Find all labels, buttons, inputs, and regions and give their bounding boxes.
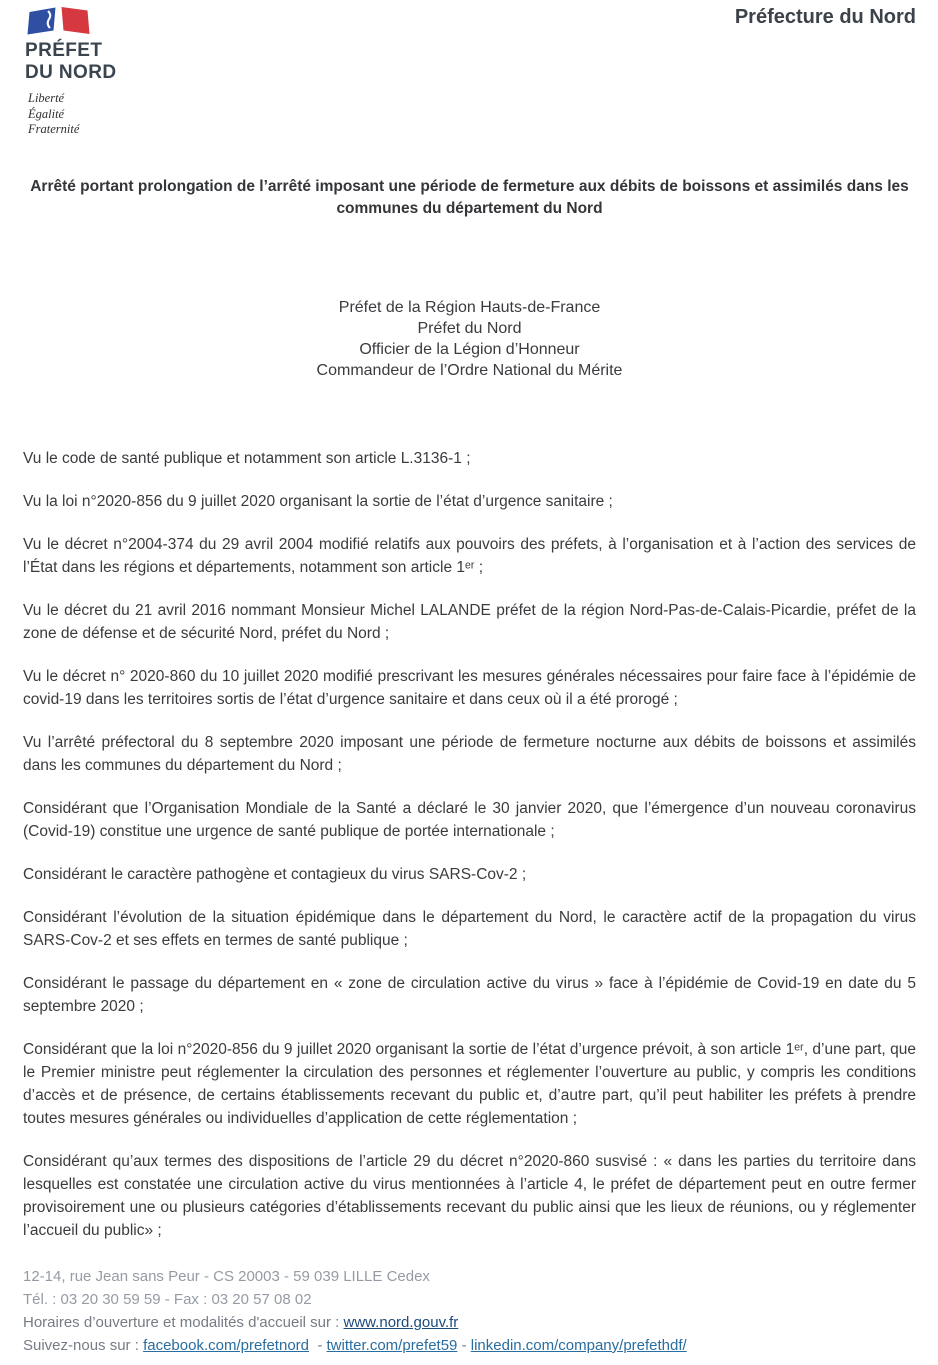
honors-line-region: Préfet de la Région Hauts-de-France [338, 299, 601, 316]
body-paragraph-vu-code: Vu le code de santé publique et notamment son article L.3136-1 ; [23, 450, 471, 467]
honors-line-merite: Commandeur de l’Ordre National du Mérite [316, 362, 623, 379]
marianne-flag-icon [27, 6, 91, 36]
body-paragraph-vu-decret-2016: Vu le décret du 21 avril 2016 nommant Monsieur Michel LALANDE préfet de la région Nord-Pas-de-Calais-Picardie, préfet de la zone de défense et de sécurité Nord, préfet du Nord ; [23, 602, 916, 642]
footer-separator-1: - [309, 1337, 327, 1354]
twitter-link[interactable]: twitter.com/prefet59 [326, 1337, 458, 1354]
footer-separator-2: - [457, 1337, 471, 1354]
document-body [23, 447, 916, 1242]
body-paragraph-considerant-oms: Considérant que l’Organisation Mondiale de la Santé a déclaré le 30 janvier 2020, que l’émergence d’un nouveau coronavirus (Covid-19) constitue une urgence de santé publique de portée internationale ; [23, 800, 916, 840]
honors-line-nord: Préfet du Nord [417, 320, 522, 337]
footer-phone: Tél. : 03 20 30 59 59 - Fax : 03 20 57 08 02 [23, 1291, 312, 1308]
org-title: Préfecture du Nord [734, 6, 916, 28]
footer [23, 1265, 916, 1357]
motto-line-fraternite: Fraternité [28, 122, 80, 136]
motto-line-egalite: Égalité [28, 106, 65, 121]
facebook-link[interactable]: facebook.com/prefetnord [143, 1337, 309, 1354]
website-link[interactable]: www.nord.gouv.fr [343, 1314, 459, 1331]
body-paragraph-vu-decret-2020: Vu le décret n° 2020-860 du 10 juillet 2020 modifié prescrivant les mesures générales nécessaires pour faire face à l’épidémie de covid-19 dans les territoires sortis de l’état d’urgence sanitaire et dans ceux où il a été prorogé ; [23, 668, 916, 708]
motto-line-liberte: Liberté [28, 91, 65, 105]
body-paragraph-considerant-loi: Considérant que la loi n°2020-856 du 9 juillet 2020 organisant la sortie de l’état d’urgence prévoit, à son article 1ᵉʳ, d’une part, que le Premier ministre peut réglementer la circulation des personnes et réglementer l’ouverture au public, y compris les conditions d’accès et de présence, de certains établissements recevant du public et, d’autre part, qu’il peut habiliter les préfets à prendre toutes mesures générales ou individuelles d’application de cette réglementation ; [23, 1041, 916, 1127]
motto [28, 91, 116, 138]
header [23, 0, 916, 134]
logo-title-line1: PRÉFET [25, 40, 103, 61]
body-paragraph-vu-loi: Vu la loi n°2020-856 du 9 juillet 2020 organisant la sortie de l’état d’urgence sanitaire ; [23, 493, 613, 510]
logo-title-line2: DU NORD [25, 62, 117, 83]
body-paragraph-considerant-article29: Considérant qu’aux termes des dispositions de l’article 29 du décret n°2020-860 susvisé : « dans les parties du territoire dans lesquelles est constatée une circulation active du virus mentionnées à l’article 4, le préfet de département peut en outre fermer provisoirement une ou plusieurs catégories d’établissements recevant du public ainsi que les lieux de réunions, ou y réglementer l’accueil du public» ; [23, 1153, 916, 1239]
honors-line-legion: Officier de la Légion d’Honneur [359, 341, 580, 358]
footer-social-label: Suivez-nous sur : [23, 1337, 144, 1354]
footer-address: 12-14, rue Jean sans Peur - CS 20003 - 59 039 LILLE Cedex [23, 1268, 430, 1285]
honors-block [23, 297, 916, 381]
body-paragraph-vu-decret-2004: Vu le décret n°2004-374 du 29 avril 2004 modifié relatifs aux pouvoirs des préfets, à l’organisation et à l’action des services de l’État dans les régions et départements, notamment son article 1ᵉʳ ; [23, 536, 916, 576]
footer-social [23, 1334, 916, 1357]
prefet-logo [25, 6, 116, 138]
footer-hours-label: Horaires d’ouverture et modalités d'accueil sur : [23, 1314, 344, 1331]
document-title: Arrêté portant prolongation de l’arrêté imposant une période de fermeture aux débits de boissons et assimilés dans les communes du département du Nord [30, 178, 909, 217]
linkedin-link[interactable]: linkedin.com/company/prefethdf/ [470, 1337, 687, 1354]
body-paragraph-considerant-passage: Considérant le passage du département en « zone de circulation active du virus » face à l’épidémie de Covid-19 en date du 5 septembre 2020 ; [23, 975, 916, 1015]
body-paragraph-considerant-evolution: Considérant l’évolution de la situation épidémique dans le département du Nord, le caractère actif de la propagation du virus SARS-Cov-2 et ses effets en termes de santé publique ; [23, 909, 916, 949]
body-paragraph-considerant-caractere: Considérant le caractère pathogène et contagieux du virus SARS-Cov-2 ; [23, 866, 527, 883]
footer-hours [23, 1311, 916, 1334]
body-paragraph-vu-arrete: Vu l’arrêté préfectoral du 8 septembre 2020 imposant une période de fermeture nocturne aux débits de boissons et assimilés dans les communes du département du Nord ; [23, 734, 916, 774]
